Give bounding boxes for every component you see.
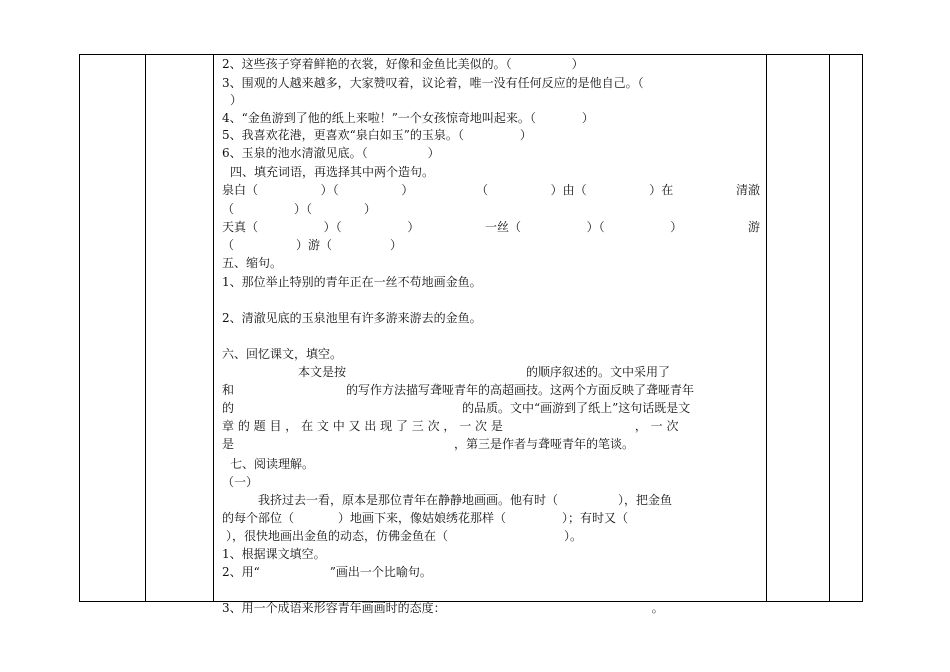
column-divider [766,55,767,601]
column-divider [145,55,146,601]
column-divider [213,55,214,601]
question: 1、那位举止特别的青年正在一丝不苟地画金鱼。 [222,275,482,289]
fill-words-row: 泉白（ ）（ ） （ ）由（ ）在 清澈 [222,183,760,197]
section-title: 七、阅读理解。 [230,457,315,471]
judgement-item: 2、这些孩子穿着鲜艳的衣裳，好像和金鱼比美似的。（ ） [222,57,584,71]
reading-passage-line: ），很快地画出金鱼的动态，仿佛金鱼在（ ）。 [226,529,583,543]
subsection-title: （一） [222,475,259,489]
fill-words-row: （ ）游（ ） [222,238,403,252]
question: 2、清澈见底的玉泉池里有许多游来游去的金鱼。 [222,311,482,325]
column-divider [829,55,830,601]
worksheet-content [222,54,762,615]
question: 2、用“ ”画出一个比喻句。 [222,565,432,579]
section-title: 六、回忆课文，填空。 [222,347,343,361]
fill-words-row: （ ）（ ） [222,202,377,216]
judgement-item: 6、玉泉的池水清澈见底。（ ） [222,146,440,160]
section-title: 四、填充词语，再选择其中两个造句。 [230,165,435,179]
judgement-item: 3、围观的人越来越多，大家赞叹着，议论着，唯一没有任何反应的是他自己。（ [222,76,644,90]
judgement-item: 5、我喜欢花港，更喜欢“泉白如玉”的玉泉。（ ） [222,128,532,142]
fill-words-row: 天真（ ）（ ） 一丝（ ）（ ） 游 [222,220,760,234]
recall-line: 是 ，第三是作者与聋哑青年的笔谈。 [222,437,635,451]
reading-passage-line: 我挤过去一看，原本是那位青年在静静地画画。他有时（ ），把金鱼 [258,493,673,507]
section-title: 五、缩句。 [222,256,283,270]
question: 1、根据课文填空。 [222,547,326,561]
reading-passage-line: 的每个部位（ ）地画下来，像姑娘绣花那样（ ）；有时又（ [222,511,629,525]
recall-line: 和 的写作方法描写聋哑青年的高超画技。这两个方面反映了聋哑青年 [222,383,695,397]
judgement-item: 4、“金鱼游到了他的纸上来啦！”一个女孩惊奇地叫起来。（ ） [222,111,594,125]
recall-line: 本文是按 的顺序叙述的。文中采用了 [298,365,671,379]
judgement-item-close: ） [230,93,243,107]
recall-line: 章 的 题 目 ， 在 文 中 又 出 现 了 三 次 ， 一 次 是 ， 一 次 [222,419,679,433]
question: 3、用一个成语来形容青年画画时的态度： 。 [222,601,664,615]
recall-line: 的 的品质。文中“画游到了纸上”这句话既是文 [222,401,691,415]
